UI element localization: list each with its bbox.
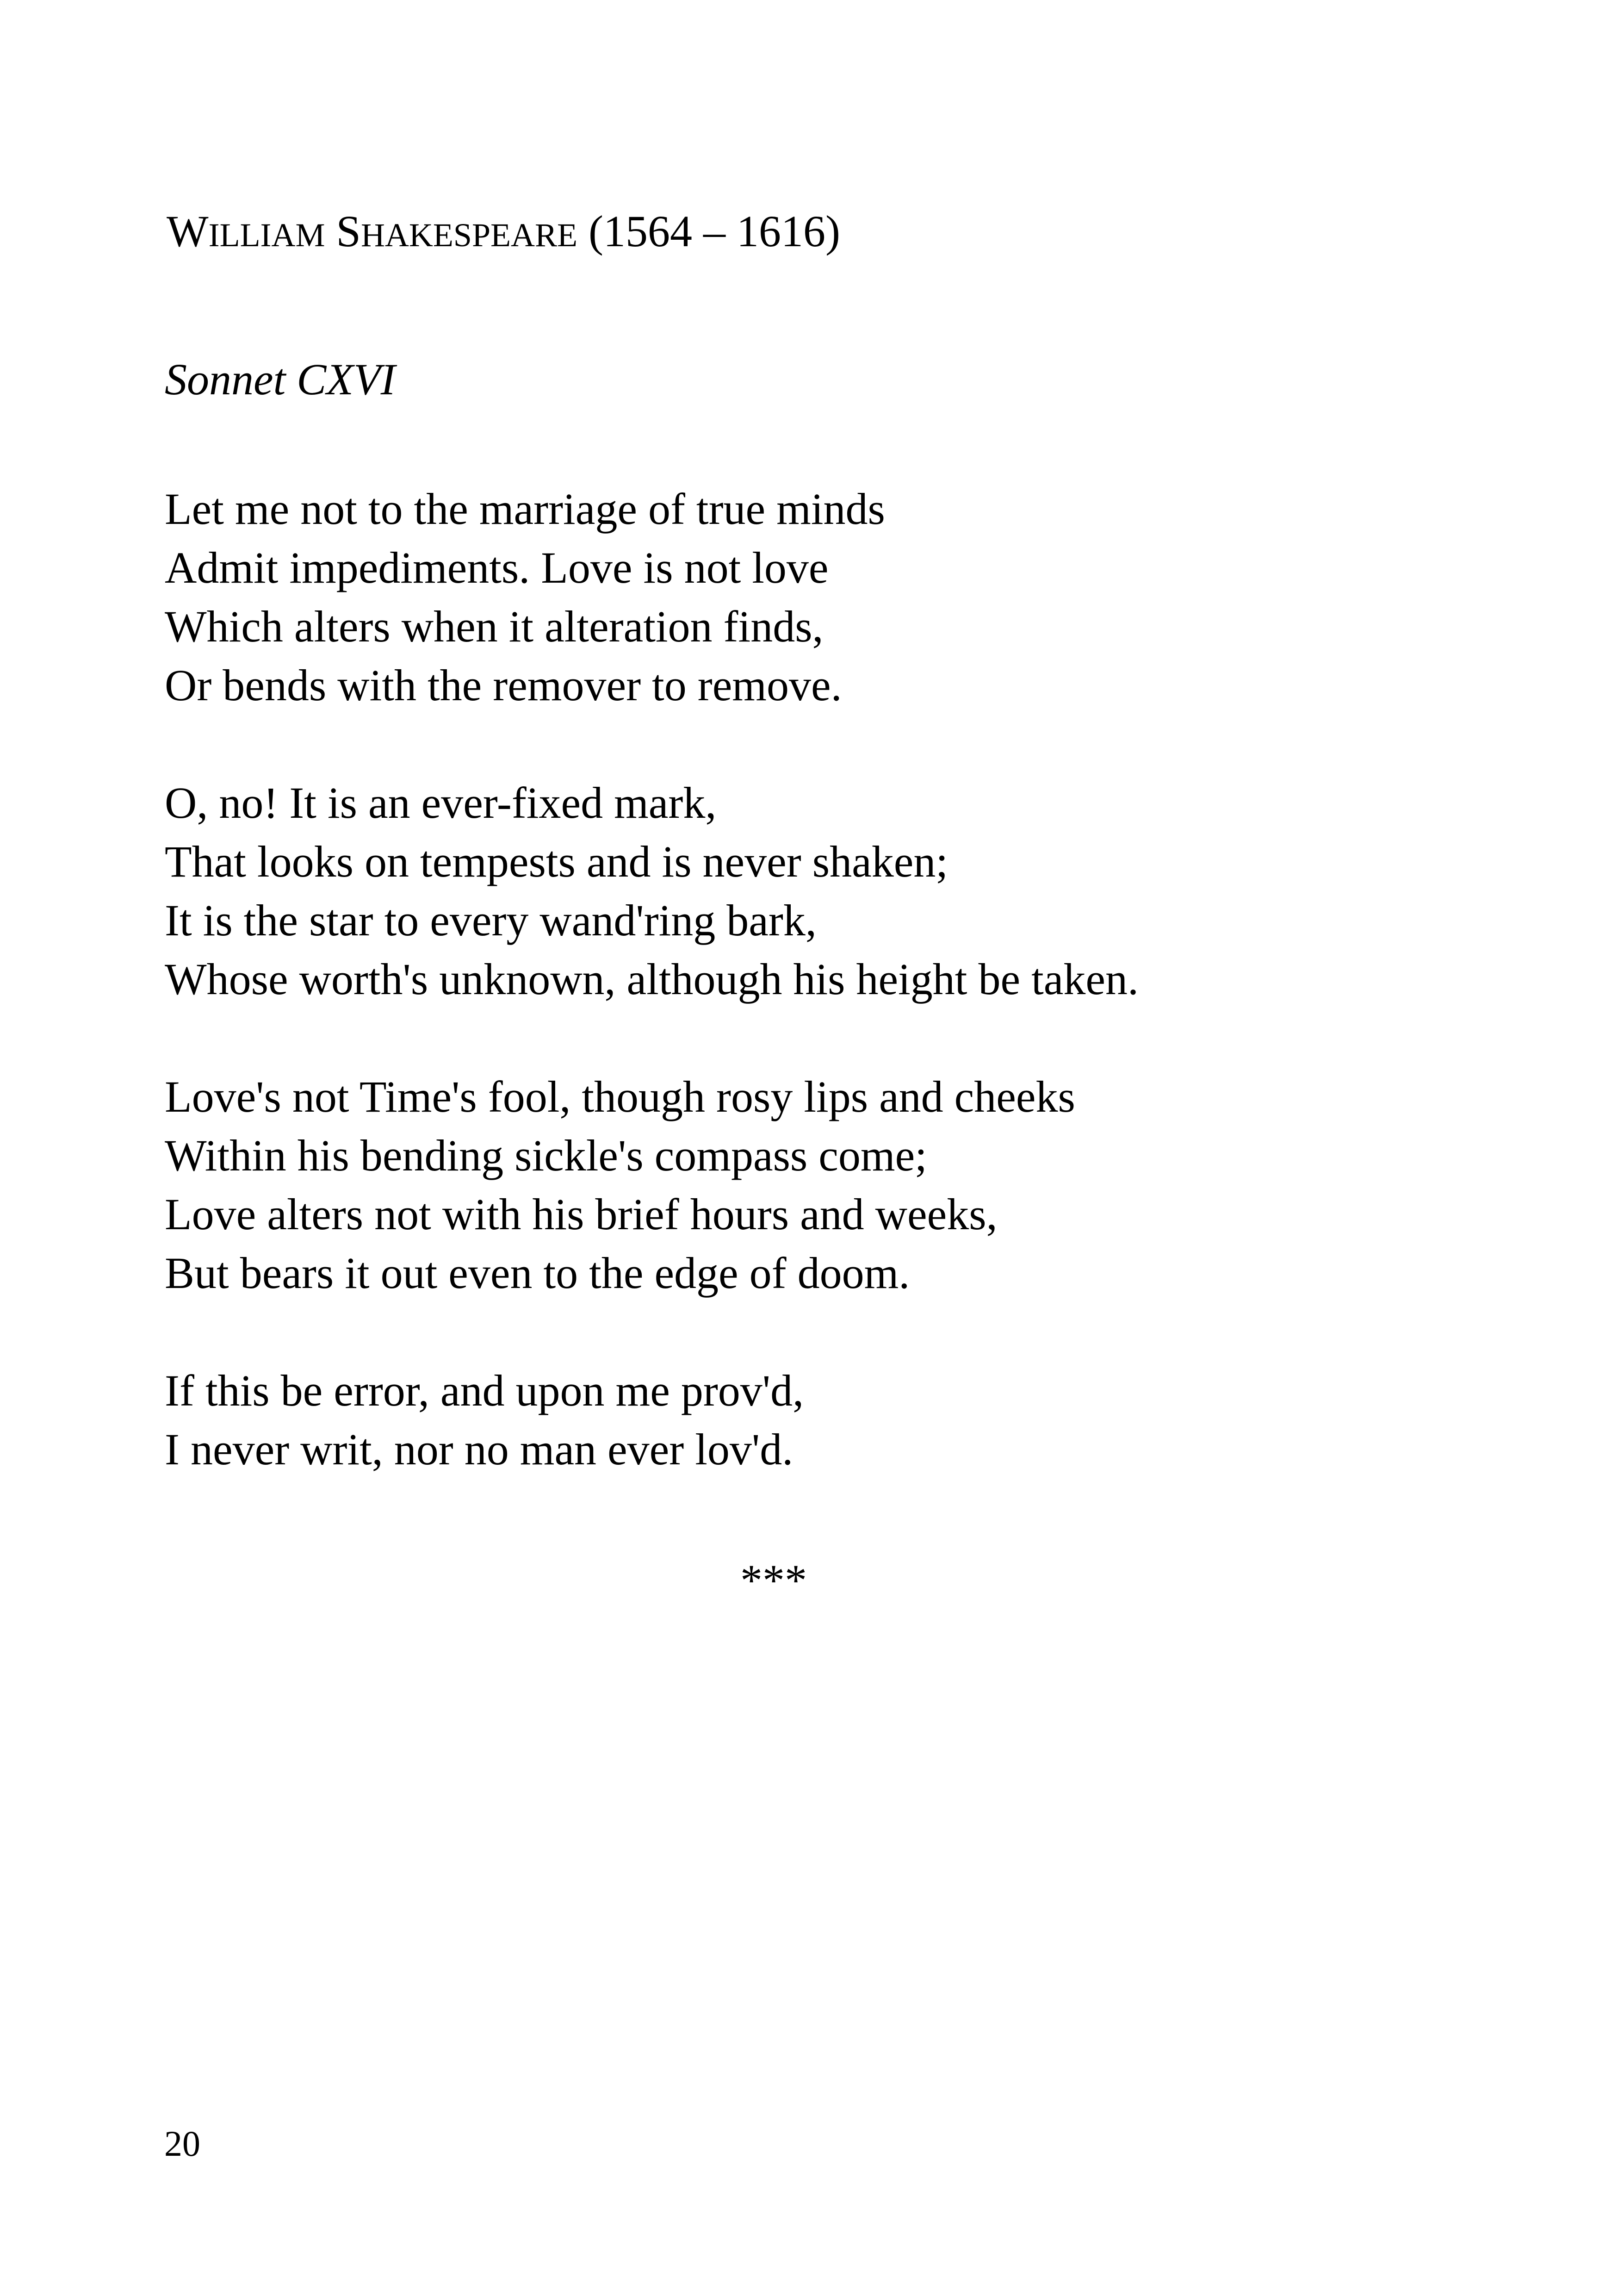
section-separator: *** <box>740 1556 807 1605</box>
poem-line: Let me not to the marriage of true minds <box>165 484 885 534</box>
author-heading <box>167 204 840 263</box>
author-dates: (1564 – 1616) <box>588 206 840 256</box>
poem-line: It is the star to every wand'ring bark, <box>165 896 817 945</box>
author-first-rest: ILLIAM <box>208 217 325 254</box>
author-last-rest: HAKESPEARE <box>360 217 577 254</box>
poem-line: Whose worth's unknown, although his height be taken. <box>165 954 1139 1004</box>
poem-line: Admit impediments. Love is not love <box>165 543 829 592</box>
poem-title: Sonnet CXVI <box>165 355 396 404</box>
stanza <box>165 1361 1139 1479</box>
page-number: 20 <box>164 2123 200 2164</box>
stanza <box>165 479 1139 715</box>
poem-line: Within his bending sickle's compass come; <box>165 1131 927 1180</box>
poem-line: But bears it out even to the edge of doom. <box>165 1248 910 1298</box>
author-last-initial: S <box>336 206 361 256</box>
stanza <box>165 773 1139 1008</box>
author-first-initial: W <box>167 206 209 256</box>
poem-line: I never writ, nor no man ever lov'd. <box>165 1425 794 1474</box>
poem-line: O, no! It is an ever-fixed mark, <box>165 778 717 828</box>
stanza <box>165 1067 1139 1302</box>
poem-line: If this be error, and upon me prov'd, <box>165 1366 804 1415</box>
poem-line: Love's not Time's fool, though rosy lips and cheeks <box>165 1072 1075 1121</box>
poem-line: Love alters not with his brief hours and weeks, <box>165 1189 998 1239</box>
poem-body <box>165 479 1139 1537</box>
poem-line: Or bends with the remover to remove. <box>165 660 842 710</box>
poem-line: That looks on tempests and is never shaken; <box>165 837 948 886</box>
poem-line: Which alters when it alteration finds, <box>165 602 824 651</box>
